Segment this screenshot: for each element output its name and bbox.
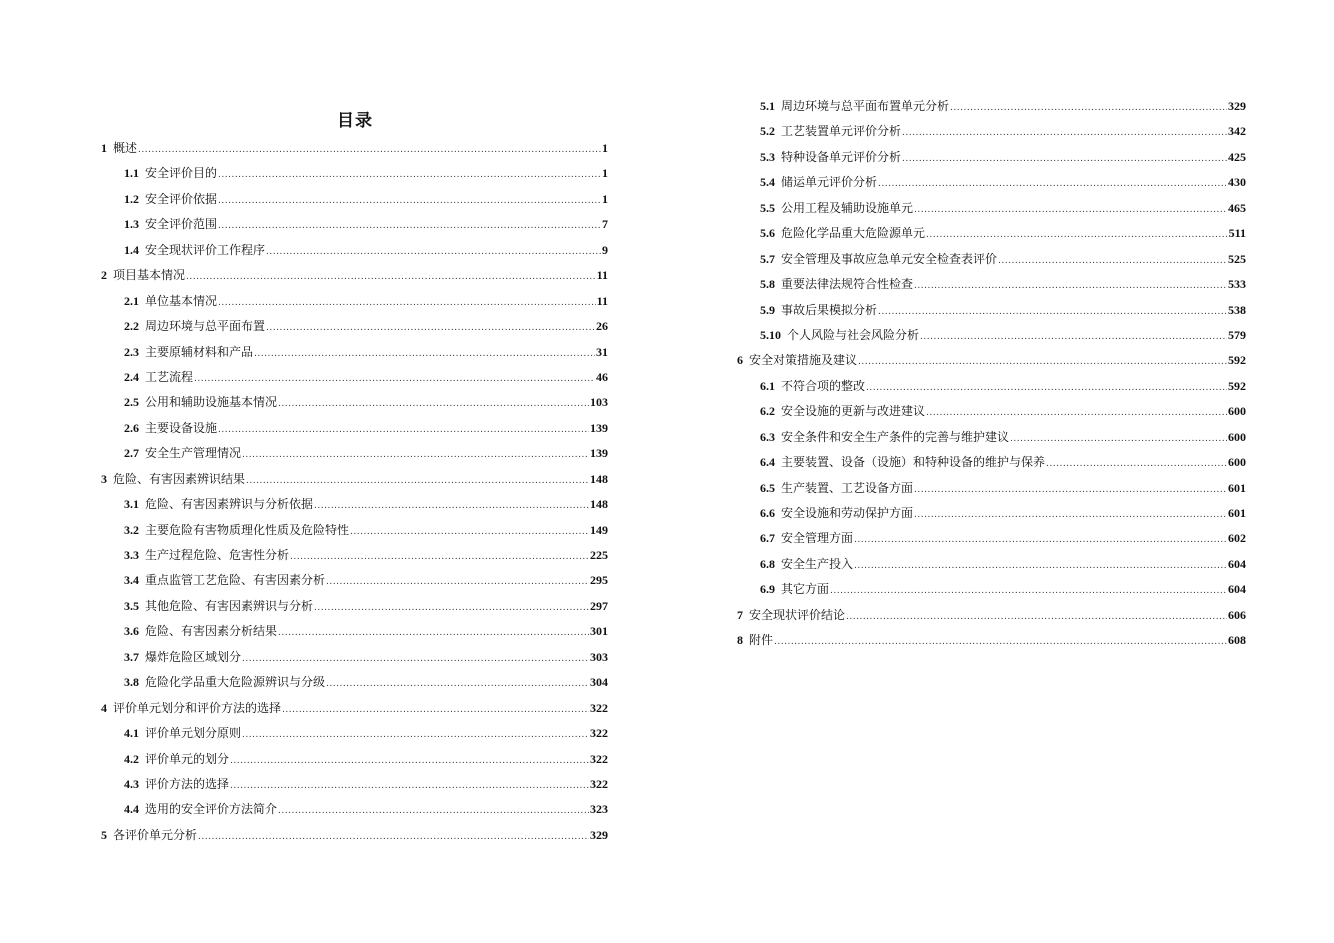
toc-entry-page: 533 bbox=[1228, 277, 1246, 292]
toc-entry-label: 安全生产投入 bbox=[781, 556, 854, 571]
toc-entry-number: 3.2 bbox=[124, 522, 139, 537]
toc-right-column bbox=[737, 94, 1246, 654]
toc-entry[interactable] bbox=[101, 518, 608, 543]
dot-leader bbox=[914, 478, 1227, 503]
dot-leader bbox=[350, 520, 589, 545]
toc-entry-label: 安全对策措施及建议 bbox=[749, 353, 858, 368]
toc-title: 目录 bbox=[337, 111, 373, 131]
toc-entry-page: 323 bbox=[590, 802, 608, 817]
toc-entry-page: 329 bbox=[1228, 99, 1246, 113]
toc-entry-page: 322 bbox=[590, 751, 608, 766]
toc-entry[interactable] bbox=[101, 161, 608, 186]
toc-entry-label: 危险、有害因素辨识与分析依据 bbox=[145, 497, 314, 512]
toc-entry-label: 主要原辅材料和产品 bbox=[145, 344, 254, 359]
toc-entry[interactable] bbox=[101, 212, 608, 237]
toc-entry[interactable] bbox=[101, 543, 608, 568]
toc-entry-number: 3.1 bbox=[124, 497, 139, 512]
toc-entry[interactable] bbox=[737, 425, 1246, 450]
toc-entry-page: 608 bbox=[1228, 633, 1246, 648]
toc-entry-label: 个人风险与社会风险分析 bbox=[787, 327, 920, 342]
toc-entry-number: 5.3 bbox=[760, 149, 775, 164]
toc-entry-page: 11 bbox=[596, 268, 608, 283]
toc-entry-label: 安全评价目的 bbox=[145, 166, 218, 181]
toc-entry-label: 危险化学品重大危险源辨识与分级 bbox=[145, 675, 326, 690]
toc-entry-label: 工艺流程 bbox=[145, 369, 194, 384]
dot-leader bbox=[926, 223, 1228, 248]
dot-leader bbox=[282, 698, 589, 723]
toc-entry-number: 6.7 bbox=[760, 531, 775, 546]
toc-entry-label: 其它方面 bbox=[781, 582, 830, 597]
dot-leader bbox=[914, 274, 1227, 299]
toc-entry[interactable] bbox=[101, 263, 608, 288]
dot-leader bbox=[914, 198, 1227, 223]
dot-leader bbox=[218, 163, 601, 188]
dot-leader bbox=[138, 138, 601, 163]
dot-leader bbox=[266, 240, 601, 265]
toc-entry-label: 安全条件和安全生产条件的完善与维护建议 bbox=[781, 429, 1010, 444]
toc-entry-page: 322 bbox=[590, 700, 608, 715]
toc-entry-label: 选用的安全评价方法简介 bbox=[145, 802, 278, 817]
toc-entry[interactable] bbox=[737, 374, 1246, 399]
toc-entry-page: 304 bbox=[590, 675, 608, 690]
toc-entry-page: 604 bbox=[1228, 582, 1246, 597]
toc-entry[interactable] bbox=[737, 348, 1246, 373]
toc-entry[interactable] bbox=[101, 594, 608, 619]
dot-leader bbox=[902, 147, 1227, 172]
toc-entry[interactable] bbox=[737, 119, 1246, 144]
dot-leader bbox=[218, 291, 596, 316]
dot-leader bbox=[830, 579, 1227, 604]
toc-entry-label: 事故后果模拟分析 bbox=[781, 302, 878, 317]
toc-entry[interactable] bbox=[101, 441, 608, 466]
dot-leader bbox=[314, 596, 589, 621]
toc-entry-label: 概述 bbox=[113, 141, 138, 155]
toc-entry-label: 工艺装置单元评价分析 bbox=[781, 124, 902, 139]
toc-entry-page: 322 bbox=[590, 726, 608, 741]
toc-entry-label: 生产装置、工艺设备方面 bbox=[781, 480, 914, 495]
toc-entry-page: 303 bbox=[590, 649, 608, 664]
dot-leader bbox=[866, 376, 1227, 401]
dot-leader bbox=[1010, 427, 1227, 452]
toc-entry-label: 各评价单元分析 bbox=[113, 827, 198, 842]
toc-entry-label: 安全管理及事故应急单元安全检查表评价 bbox=[781, 251, 998, 266]
toc-entry[interactable] bbox=[101, 619, 608, 644]
toc-entry-page: 600 bbox=[1228, 429, 1246, 444]
toc-entry-label: 安全管理方面 bbox=[781, 531, 854, 546]
toc-entry-label: 特种设备单元评价分析 bbox=[781, 149, 902, 164]
toc-entry-number: 6.3 bbox=[760, 429, 775, 444]
toc-entry-number: 6.8 bbox=[760, 556, 775, 571]
toc-entry-label: 公用和辅助设施基本情况 bbox=[145, 395, 278, 410]
toc-entry-label: 评价单元划分和评价方法的选择 bbox=[113, 700, 282, 715]
dot-leader bbox=[950, 96, 1227, 121]
toc-entry[interactable] bbox=[101, 747, 608, 772]
toc-entry[interactable] bbox=[101, 670, 608, 695]
toc-entry-number: 2.1 bbox=[124, 293, 139, 308]
toc-entry[interactable] bbox=[737, 196, 1246, 221]
toc-entry-number: 5.6 bbox=[760, 226, 775, 241]
dot-leader bbox=[314, 494, 589, 519]
dot-leader bbox=[218, 189, 601, 214]
toc-entry-number: 6.6 bbox=[760, 506, 775, 520]
toc-entry-number: 5.1 bbox=[760, 99, 775, 113]
dot-leader bbox=[242, 723, 589, 748]
toc-entry-page: 139 bbox=[590, 446, 608, 461]
dot-leader bbox=[194, 367, 595, 392]
toc-entry-label: 危险、有害因素分析结果 bbox=[145, 624, 278, 639]
toc-entry-number: 4.2 bbox=[124, 751, 139, 766]
toc-entry-number: 2.2 bbox=[124, 319, 139, 334]
toc-entry-label: 其他危险、有害因素辨识与分析 bbox=[145, 598, 314, 613]
toc-entry-number: 3.6 bbox=[124, 624, 139, 639]
toc-entry-label: 安全生产管理情况 bbox=[145, 446, 242, 461]
dot-leader bbox=[902, 121, 1227, 146]
toc-entry-page: 322 bbox=[590, 776, 608, 791]
toc-entry-label: 主要危险有害物质理化性质及危险特性 bbox=[145, 522, 350, 537]
toc-entry-label: 不符合项的整改 bbox=[781, 378, 866, 393]
toc-entry[interactable] bbox=[737, 323, 1246, 348]
dot-leader bbox=[914, 503, 1227, 528]
toc-entry-number: 6.9 bbox=[760, 582, 775, 597]
toc-entry-number: 3.3 bbox=[124, 548, 139, 562]
toc-entry[interactable] bbox=[101, 721, 608, 746]
toc-entry-number: 2.3 bbox=[124, 344, 139, 359]
toc-entry-number: 6.2 bbox=[760, 404, 775, 419]
toc-entry[interactable] bbox=[737, 628, 1246, 653]
toc-entry-number: 1.4 bbox=[124, 242, 139, 257]
toc-entry-page: 297 bbox=[590, 598, 608, 613]
toc-entry-page: 602 bbox=[1228, 531, 1246, 546]
toc-entry-page: 1 bbox=[602, 141, 608, 155]
toc-entry-page: 592 bbox=[1228, 353, 1246, 368]
toc-entry-label: 周边环境与总平面布置 bbox=[145, 319, 266, 334]
toc-entry-label: 评价单元的划分 bbox=[145, 751, 230, 766]
toc-entry-page: 139 bbox=[590, 420, 608, 435]
toc-entry[interactable] bbox=[101, 467, 608, 492]
dot-leader bbox=[218, 418, 589, 443]
toc-entry-page: 525 bbox=[1228, 251, 1246, 266]
dot-leader bbox=[878, 300, 1227, 325]
toc-entry-number: 5.5 bbox=[760, 200, 775, 215]
toc-entry-page: 604 bbox=[1228, 556, 1246, 571]
toc-entry-label: 爆炸危险区域划分 bbox=[145, 649, 242, 664]
toc-entry-page: 425 bbox=[1228, 149, 1246, 164]
toc-entry-page: 600 bbox=[1228, 455, 1246, 470]
toc-entry[interactable] bbox=[101, 797, 608, 822]
dot-leader bbox=[998, 249, 1227, 274]
dot-leader bbox=[198, 825, 589, 850]
dot-leader bbox=[266, 316, 595, 341]
dot-leader bbox=[854, 554, 1227, 579]
toc-entry-label: 公用工程及辅助设施单元 bbox=[781, 200, 914, 215]
toc-entry-number: 1.3 bbox=[124, 217, 139, 232]
toc-entry[interactable] bbox=[737, 501, 1246, 526]
toc-entry[interactable] bbox=[737, 450, 1246, 475]
toc-entry-page: 601 bbox=[1228, 480, 1246, 495]
toc-entry-label: 重点监管工艺危险、有害因素分析 bbox=[145, 573, 326, 588]
toc-entry-label: 储运单元评价分析 bbox=[781, 175, 878, 190]
toc-entry[interactable] bbox=[737, 526, 1246, 551]
toc-entry-number: 6.5 bbox=[760, 480, 775, 495]
dot-leader bbox=[230, 774, 589, 799]
dot-leader bbox=[242, 647, 589, 672]
toc-entry-number: 6.1 bbox=[760, 378, 775, 393]
toc-entry-page: 329 bbox=[590, 827, 608, 842]
toc-entry[interactable] bbox=[101, 390, 608, 415]
toc-entry[interactable] bbox=[101, 187, 608, 212]
toc-entry[interactable] bbox=[101, 340, 608, 365]
toc-entry[interactable] bbox=[101, 492, 608, 517]
dot-leader bbox=[846, 605, 1227, 630]
toc-entry-page: 149 bbox=[590, 522, 608, 537]
toc-entry[interactable] bbox=[737, 272, 1246, 297]
toc-entry-label: 项目基本情况 bbox=[113, 268, 186, 283]
toc-entry-number: 8 bbox=[737, 633, 743, 648]
toc-entry-label: 安全评价依据 bbox=[145, 191, 218, 206]
toc-entry-number: 5.2 bbox=[760, 124, 775, 139]
toc-entry-number: 4.3 bbox=[124, 776, 139, 791]
toc-entry-label: 重要法律法规符合性检查 bbox=[781, 277, 914, 292]
toc-entry-label: 单位基本情况 bbox=[145, 293, 218, 308]
toc-entry-number: 2 bbox=[101, 268, 107, 283]
toc-entry-number: 3 bbox=[101, 471, 107, 486]
toc-entry[interactable] bbox=[101, 645, 608, 670]
toc-entry-number: 4.1 bbox=[124, 726, 139, 741]
toc-entry-page: 430 bbox=[1228, 175, 1246, 190]
toc-entry[interactable] bbox=[101, 238, 608, 263]
toc-entry[interactable] bbox=[737, 399, 1246, 424]
toc-entry-page: 11 bbox=[596, 293, 608, 308]
toc-entry-page: 538 bbox=[1228, 302, 1246, 317]
toc-entry-page: 600 bbox=[1228, 404, 1246, 419]
toc-entry-page: 148 bbox=[590, 471, 608, 486]
toc-entry[interactable] bbox=[101, 772, 608, 797]
toc-entry-page: 7 bbox=[602, 217, 608, 232]
toc-entry-page: 606 bbox=[1228, 607, 1246, 622]
toc-entry-page: 26 bbox=[596, 319, 608, 334]
dot-leader bbox=[774, 630, 1227, 655]
dot-leader bbox=[278, 621, 589, 646]
toc-entry-label: 主要装置、设备（设施）和特种设备的维护与保养 bbox=[781, 455, 1046, 470]
dot-leader bbox=[186, 265, 596, 290]
toc-entry-label: 危险、有害因素辨识结果 bbox=[113, 471, 246, 486]
toc-entry-number: 3.7 bbox=[124, 649, 139, 664]
toc-entry-number: 2.5 bbox=[124, 395, 139, 410]
toc-entry-number: 2.7 bbox=[124, 446, 139, 461]
toc-entry[interactable] bbox=[101, 823, 608, 848]
toc-entry-label: 安全现状评价工作程序 bbox=[145, 242, 266, 257]
toc-entry-page: 1 bbox=[602, 166, 608, 181]
toc-entry-page: 465 bbox=[1228, 200, 1246, 215]
toc-entry-number: 1.1 bbox=[124, 166, 139, 181]
toc-entry-label: 安全现状评价结论 bbox=[749, 607, 846, 622]
toc-entry-label: 安全设施的更新与改进建议 bbox=[781, 404, 926, 419]
toc-entry-number: 7 bbox=[737, 607, 743, 622]
toc-entry-number: 5.7 bbox=[760, 251, 775, 266]
toc-entry[interactable] bbox=[737, 170, 1246, 195]
toc-entry-page: 103 bbox=[590, 395, 608, 410]
toc-entry-number: 5.9 bbox=[760, 302, 775, 317]
toc-entry[interactable] bbox=[101, 136, 608, 161]
toc-entry[interactable] bbox=[737, 94, 1246, 119]
toc-entry-label: 周边环境与总平面布置单元分析 bbox=[781, 99, 950, 113]
toc-entry-label: 评价方法的选择 bbox=[145, 776, 230, 791]
toc-entry-label: 附件 bbox=[749, 633, 774, 648]
toc-entry-page: 148 bbox=[590, 497, 608, 512]
toc-entry[interactable] bbox=[737, 603, 1246, 628]
toc-entry-number: 5.8 bbox=[760, 277, 775, 292]
toc-entry-label: 危险化学品重大危险源单元 bbox=[781, 226, 926, 241]
dot-leader bbox=[230, 749, 589, 774]
toc-entry-page: 46 bbox=[596, 369, 608, 384]
dot-leader bbox=[854, 528, 1227, 553]
dot-leader bbox=[878, 172, 1227, 197]
dot-leader bbox=[326, 672, 589, 697]
toc-entry-number: 6.4 bbox=[760, 455, 775, 470]
toc-entry-page: 225 bbox=[590, 548, 608, 562]
dot-leader bbox=[278, 392, 589, 417]
toc-entry-page: 31 bbox=[596, 344, 608, 359]
dot-leader bbox=[290, 545, 589, 570]
toc-entry-label: 评价单元划分原则 bbox=[145, 726, 242, 741]
dot-leader bbox=[858, 350, 1227, 375]
toc-entry[interactable] bbox=[101, 314, 608, 339]
toc-entry[interactable] bbox=[737, 221, 1246, 246]
toc-entry-page: 511 bbox=[1228, 226, 1246, 241]
toc-entry-page: 301 bbox=[590, 624, 608, 639]
toc-entry-label: 安全评价范围 bbox=[145, 217, 218, 232]
toc-entry-label: 主要设备设施 bbox=[145, 420, 218, 435]
toc-entry-number: 3.4 bbox=[124, 573, 139, 588]
toc-entry-page: 601 bbox=[1228, 506, 1246, 520]
toc-entry[interactable] bbox=[101, 696, 608, 721]
dot-leader bbox=[926, 401, 1227, 426]
dot-leader bbox=[278, 799, 589, 824]
toc-entry-number: 5 bbox=[101, 827, 107, 842]
toc-entry[interactable] bbox=[737, 247, 1246, 272]
toc-entry[interactable] bbox=[737, 298, 1246, 323]
toc-entry-number: 2.4 bbox=[124, 369, 139, 384]
toc-entry-page: 592 bbox=[1228, 378, 1246, 393]
toc-entry-number: 2.6 bbox=[124, 420, 139, 435]
toc-entry-page: 9 bbox=[602, 242, 608, 257]
toc-entry[interactable] bbox=[737, 476, 1246, 501]
toc-entry-number: 3.5 bbox=[124, 598, 139, 613]
dot-leader bbox=[1046, 452, 1227, 477]
dot-leader bbox=[920, 325, 1227, 350]
toc-entry-page: 295 bbox=[590, 573, 608, 588]
toc-entry[interactable] bbox=[737, 577, 1246, 602]
toc-entry-label: 安全设施和劳动保护方面 bbox=[781, 506, 914, 520]
toc-entry[interactable] bbox=[737, 145, 1246, 170]
toc-entry-number: 3.8 bbox=[124, 675, 139, 690]
toc-entry-number: 6 bbox=[737, 353, 743, 368]
toc-entry[interactable] bbox=[101, 365, 608, 390]
toc-entry-number: 1 bbox=[101, 141, 107, 155]
dot-leader bbox=[326, 570, 589, 595]
toc-entry-number: 5.4 bbox=[760, 175, 775, 190]
toc-entry-page: 342 bbox=[1228, 124, 1246, 139]
toc-entry-page: 579 bbox=[1228, 327, 1246, 342]
toc-entry-label: 生产过程危险、危害性分析 bbox=[145, 548, 290, 562]
toc-entry-number: 4.4 bbox=[124, 802, 139, 817]
toc-entry-number: 1.2 bbox=[124, 191, 139, 206]
toc-left-column bbox=[101, 136, 608, 848]
toc-entry-number: 4 bbox=[101, 700, 107, 715]
toc-entry[interactable] bbox=[737, 552, 1246, 577]
toc-entry-number: 5.10 bbox=[760, 327, 781, 342]
toc-entry[interactable] bbox=[101, 289, 608, 314]
toc-entry[interactable] bbox=[101, 416, 608, 441]
dot-leader bbox=[246, 469, 589, 494]
toc-entry-page: 1 bbox=[602, 191, 608, 206]
dot-leader bbox=[218, 214, 601, 239]
dot-leader bbox=[254, 342, 595, 367]
toc-entry[interactable] bbox=[101, 568, 608, 593]
dot-leader bbox=[242, 443, 589, 468]
